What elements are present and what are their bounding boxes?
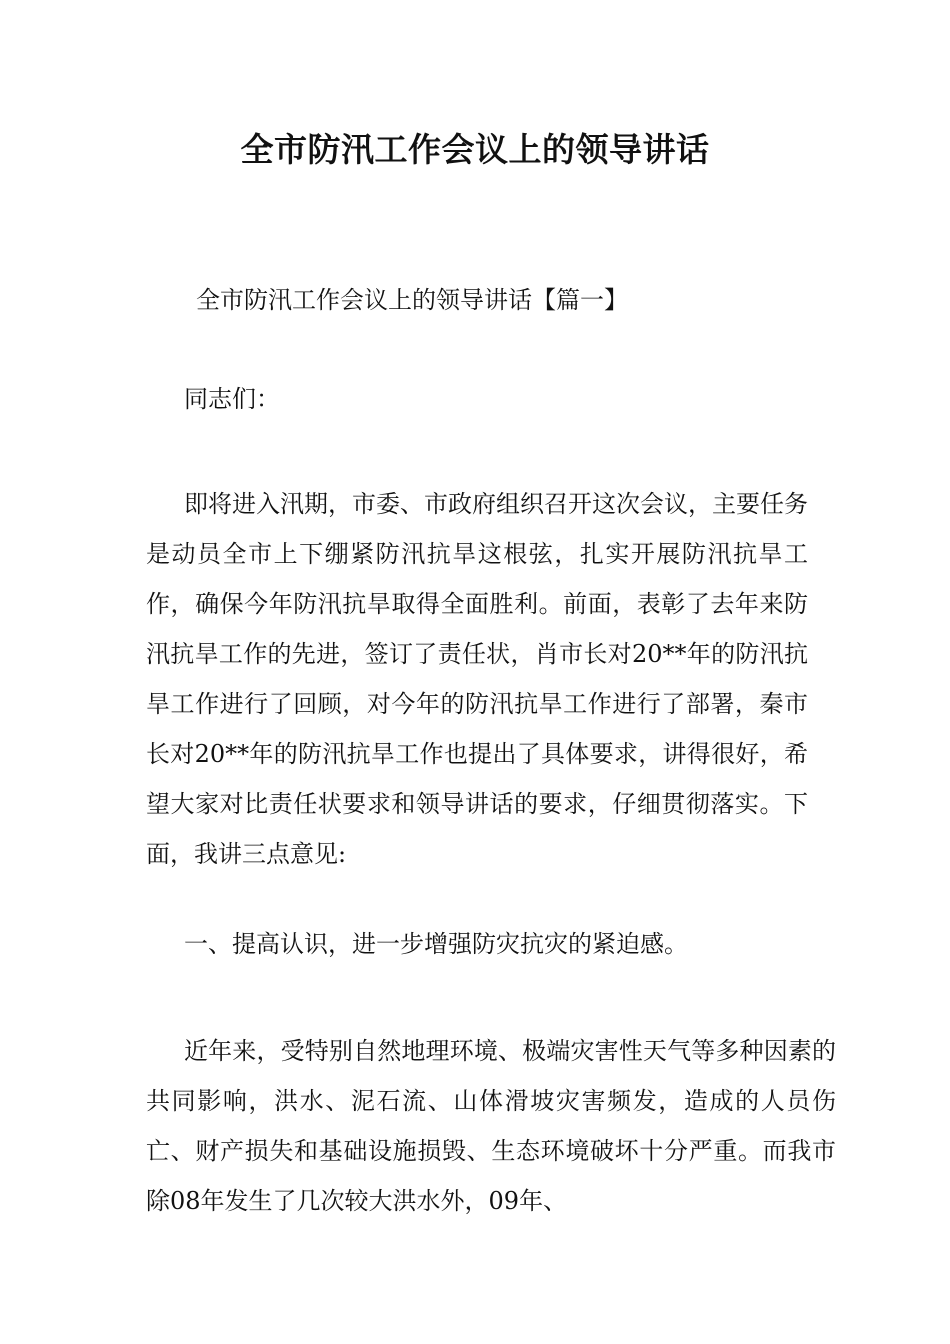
body-paragraph-1: 即将进入汛期，市委、市政府组织召开这次会议，主要任务是动员全市上下绷紧防汛抗旱这根弦，扎实开展防汛抗旱工作，确保今年防汛抗旱取得全面胜利。前面，表彰了去年来防汛抗旱工作的先进，签订了责任状，肖市长对20**年的防汛抗旱工作进行了回顾，对今年的防汛抗旱工作进行了部署，秦市长对20**年的防汛抗旱工作也提出了具体要求，讲得很好，希望大家对比责任状要求和领导讲话的要求，仔细贯彻落实。下面，我讲三点意见: bbox=[146, 490, 808, 868]
section-heading-1: 一、提高认识，进一步增强防灾抗灾的紧迫感。 bbox=[184, 930, 688, 958]
document-title: 全市防汛工作会议上的领导讲话 bbox=[240, 130, 710, 169]
body-paragraph-2: 近年来，受特别自然地理环境、极端灾害性天气等多种因素的共同影响，洪水、泥石流、山体滑坡灾害频发，造成的人员伤亡、财产损失和基础设施损毁、生态环境破坏十分严重。而我市除08年发生了几次较大洪水外，09年、 bbox=[146, 1037, 836, 1215]
section-subtitle: 全市防汛工作会议上的领导讲话【篇一】 bbox=[196, 286, 628, 314]
greeting: 同志们： bbox=[184, 385, 280, 413]
